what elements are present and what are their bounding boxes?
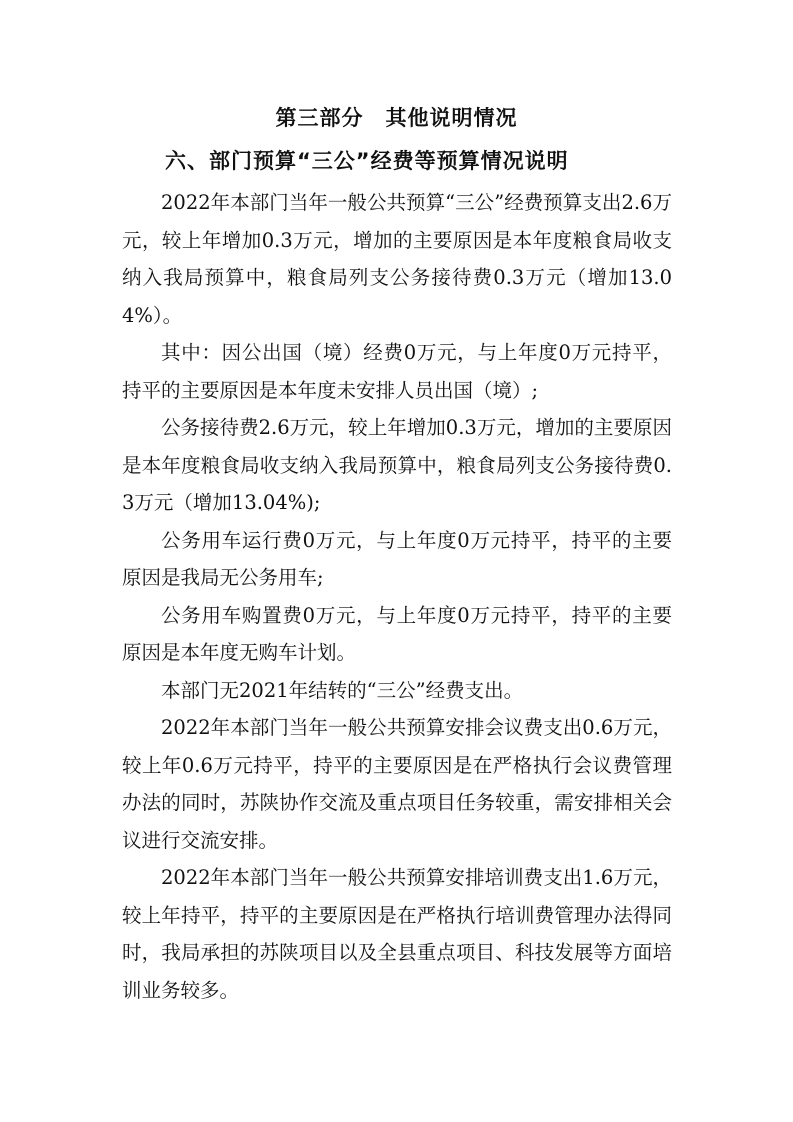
paragraph-carryover: 本部门无2021年结转的“三公”经费支出。	[161, 678, 524, 702]
paragraph-three-public-budget: 2022年本部门当年一般公共预算“三公”经费预算支出2.6万元，较上年增加0.3万元，增加的主要原因是本年度粮食局收支纳入我局预算中，粮食局列支公务接待费0.3万元（增加13.04%）。	[122, 191, 672, 327]
paragraph-vehicle-operation: 公务用车运行费0万元，与上年度0万元持平，持平的主要原因是我局无公务用车;	[122, 528, 672, 589]
paragraph-reception-expense: 公务接待费2.6万元，较上年增加0.3万元，增加的主要原因是本年度粮食局收支纳入我局预算中，粮食局列支公务接待费0.3万元（增加13.04%);	[122, 416, 672, 514]
section-title: 六、部门预算“三公”经费等预算情况说明	[165, 149, 569, 173]
paragraph-vehicle-purchase: 公务用车购置费0万元，与上年度0万元持平，持平的主要原因是本年度无购车计划。	[122, 603, 672, 664]
paragraph-meeting-expense: 2022年本部门当年一般公共预算安排会议费支出0.6万元，较上年0.6万元持平，持平的主要原因是在严格执行会议费管理办法的同时，苏陕协作交流及重点项目任务较重，需安排相关会议进行交流安排。	[122, 716, 672, 852]
paragraph-overseas-travel: 其中：因公出国（境）经费0万元，与上年度0万元持平，持平的主要原因是本年度未安排人员出国（境）;	[122, 341, 672, 402]
body-text	[122, 184, 672, 1009]
part-title: 第三部分 其他说明情况	[275, 106, 518, 130]
paragraph-training-expense: 2022年本部门当年一般公共预算安排培训费支出1.6万元，较上年持平，持平的主要原因是在严格执行培训费管理办法得同时，我局承担的苏陕项目以及全县重点项目、科技发展等方面培训业务较多。	[122, 866, 672, 1002]
